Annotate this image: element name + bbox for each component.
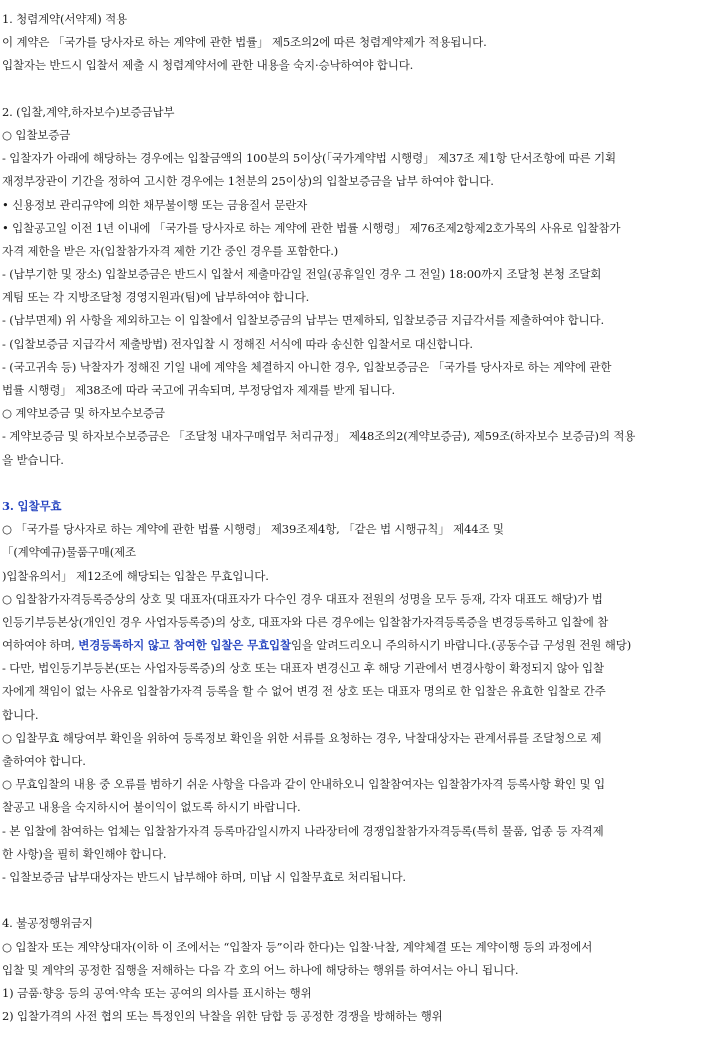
spacer	[2, 78, 718, 101]
section-3-line-10: 출하여야 합니다.	[2, 754, 86, 768]
section-4-line-1: ○ 입찰자 또는 계약상대자(이하 이 조에서는 “입찰자 등”이라 한다)는 입찰·낙찰, 계약체결 또는 계약이행 등의 과정에서	[2, 939, 593, 954]
section-2-line-6: 자격 제한을 받은 자(입찰참가자격 제한 기간 중인 경우를 포함한다.)	[2, 243, 339, 258]
notice-document	[2, 8, 718, 1028]
section-2-line-1: ○ 입찰보증금	[2, 127, 71, 142]
section-1-line-1: 이 계약은 「국가를 당사자로 하는 계약에 관한 법률」 제5조의2에 따른 청렴계약제가 적용됩니다.	[2, 35, 487, 50]
section-3-line-7: 자에게 책임이 없는 사유로 입찰참가자격 등록을 할 수 없어 변경 전 상호 또는 대표자 명의로 한 입찰은 유효한 입찰로 간주	[2, 684, 606, 699]
section-4-line-4: 2) 입찰가격의 사전 협의 또는 특정인의 낙찰을 위한 담합 등 공정한 경쟁을 방해하는 행위	[2, 1009, 443, 1024]
section-3-line-12: 찰공고 내용을 숙지하시어 불이익이 없도록 하시기 바랍니다.	[2, 800, 301, 815]
mixed-line-before: 여하여야 하며,	[2, 638, 79, 653]
section-3-line-11: ○ 무효입찰의 내용 중 오류를 범하기 쉬운 사항을 다음과 같이 안내하오니 입찰참여자는 입찰참가자격 등록사항 확인 및 입	[2, 777, 605, 792]
section-2-line-12: 법률 시행령」 제38조에 따라 국고에 귀속되며, 부정당업자 제재를 받게 됩니다.	[2, 383, 396, 397]
section-3-line-6: - 다만, 법인등기부등본(또는 사업자등록증)의 상호 또는 대표자 변경신고 후 해당 기관에서 변경사항이 확정되지 않아 입찰	[2, 661, 604, 676]
section-2-line-14: - 계약보증금 및 하자보수보증금은 「조달청 내자구매업무 처리규정」 제48조의2(계약보증금), 제59조(하자보수 보증금)의 적용	[2, 429, 636, 444]
section-2-line-8: 계팀 또는 각 지방조달청 경영지원과(팀)에 납부하여야 합니다.	[2, 290, 310, 305]
section-2-line-4: • 신용정보 관리규약에 의한 채무불이행 또는 금융질서 문란자	[2, 197, 308, 212]
section-2-line-13: ○ 계약보증금 및 하자보수보증금	[2, 406, 165, 421]
section-3-line-9: ○ 입찰무효 해당여부 확인을 위하여 등록정보 확인을 위한 서류를 요청하는 경우, 낙찰대상자는 관계서류를 조달청으로 제	[2, 730, 602, 745]
section-2-line-5: • 입찰공고일 이전 1년 이내에 「국가를 당사자로 하는 계약에 관한 법률 시행령」 제76조제2항제2호가목의 사유로 입찰참가	[2, 220, 621, 235]
section-2-line-9: - (납부면제) 위 사항을 제외하고는 이 입찰에서 입찰보증금의 납부는 면제하되, 입찰보증금 지급각서를 제출하여야 합니다.	[2, 313, 604, 328]
section-1-title: 1. 청렴계약(서약제) 적용	[2, 12, 127, 26]
section-2-line-11: - (국고귀속 등) 낙찰자가 정해진 기일 내에 계약을 체결하지 아니한 경우, 입찰보증금은 「국가를 당사자로 하는 계약에 관한	[2, 359, 612, 374]
section-3-line-8: 합니다.	[2, 707, 39, 722]
section-3-title: 3. 입찰무효	[2, 498, 62, 513]
spacer	[2, 472, 718, 495]
section-4-line-3: 1) 금품·향응 등의 공여·약속 또는 공여의 의사를 표시하는 행위	[2, 985, 312, 1000]
section-2-title: 2. (입찰,계약,하자보수)보증금납부	[2, 104, 175, 119]
section-4-line-2: 입찰 및 계약의 공정한 집행을 저해하는 다음 각 호의 어느 하나에 해당하는 행위를 하여서는 아니 됩니다.	[2, 962, 519, 977]
section-2-line-7: - (납부기한 및 장소) 입찰보증금은 반드시 입찰서 제출마감일 전일(공휴일인 경우 그 전일) 18:00까지 조달청 본청 조달회	[2, 267, 602, 282]
invalid-bid-highlight: 변경등록하지 않고 참여한 입찰은 무효입찰	[78, 638, 291, 653]
section-3-line-14: 한 사항)을 필히 확인해야 합니다.	[2, 846, 167, 861]
section-3-line-1: ○ 「국가를 당사자로 하는 계약에 관한 법률 시행령」 제39조제4항, 「같은 법 시행규칙」 제44조 및	[2, 522, 504, 537]
section-3-line-4: ○ 입찰참가자격등록증상의 상호 및 대표자(대표자가 다수인 경우 대표자 전원의 성명을 모두 등재, 각자 대표도 해당)가 법	[2, 591, 603, 606]
section-3-line-15: - 입찰보증금 납부대상자는 반드시 납부해야 하며, 미납 시 입찰무효로 처리됩니다.	[2, 869, 406, 884]
section-4-title: 4. 불공정행위금지	[2, 916, 93, 931]
section-2-line-3: 재정부장관이 기간을 정하여 고시한 경우에는 1천분의 25이상)의 입찰보증금을 납부 하여야 합니다.	[2, 174, 494, 189]
section-3-mixed-line	[2, 634, 718, 657]
section-3-line-5: 인등기부등본상(개인인 경우 사업자등록증)의 상호, 대표자와 다른 경우에는 입찰참가자격등록증을 변경등록하고 입찰에 참	[2, 614, 609, 629]
section-3-line-3: )입찰유의서」 제12조에 해당되는 입찰은 무효입니다.	[2, 568, 269, 583]
section-3-line-2: 「(계약예규)물품구매(제조	[2, 545, 136, 560]
section-2-line-15: 을 받습니다.	[2, 452, 64, 467]
section-3-line-13: - 본 입찰에 참여하는 업체는 입찰참가자격 등록마감일시까지 나라장터에 경쟁입찰참가자격등록(특히 물품, 업종 등 자격제	[2, 823, 604, 838]
section-2-line-10: - (입찰보증금 지급각서 제출방법) 전자입찰 시 정해진 서식에 따라 송신한 입찰서로 대신합니다.	[2, 336, 473, 351]
section-1-line-2: 입찰자는 반드시 입찰서 제출 시 청렴계약서에 관한 내용을 숙지·승낙하여야 합니다.	[2, 58, 414, 73]
mixed-line-after: 임을 알려드리오니 주의하시기 바랍니다.(공동수급 구성원 전원 해당)	[290, 638, 632, 653]
section-2-line-2: - 입찰자가 아래에 해당하는 경우에는 입찰금액의 100분의 5이상(「국가계약법 시행령」 제37조 제1항 단서조항에 따른 기획	[2, 151, 616, 166]
spacer	[2, 889, 718, 912]
